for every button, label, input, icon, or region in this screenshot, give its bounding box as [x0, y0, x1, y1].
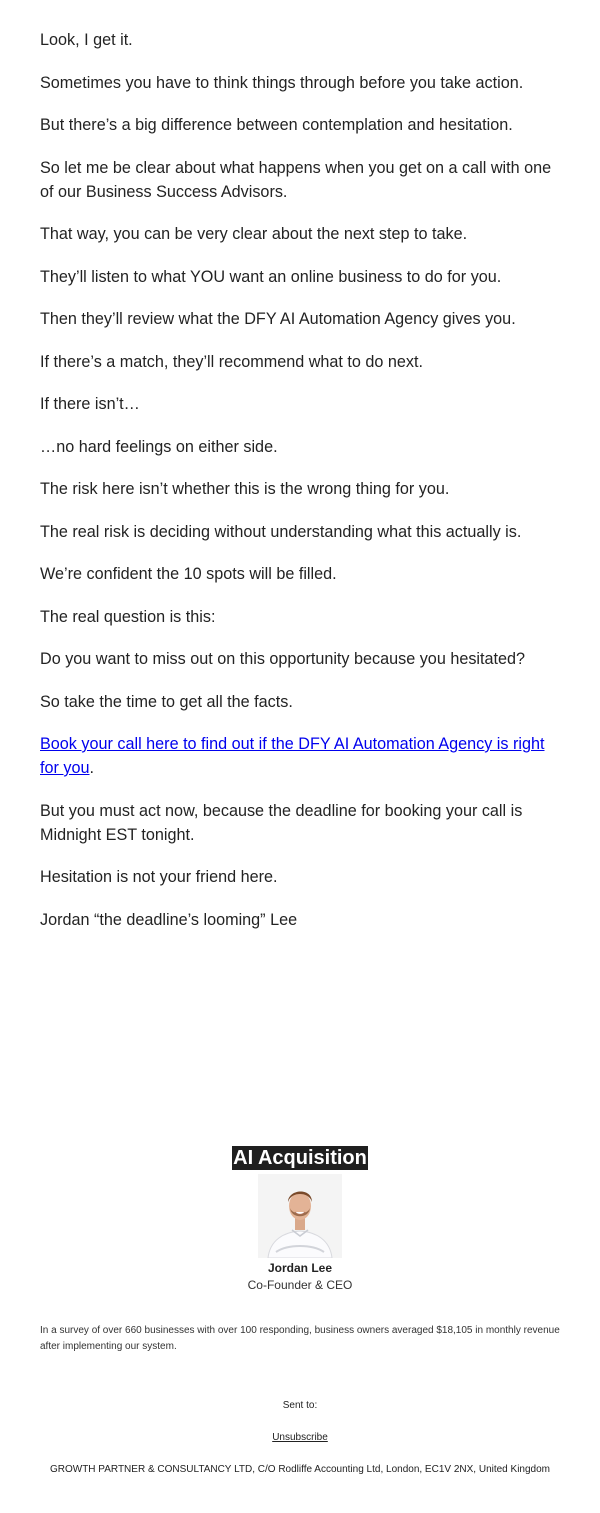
signature-block: [0, 1146, 600, 1294]
paragraph: Do you want to miss out on this opportunity because you hesitated?: [40, 650, 526, 668]
paragraph: But you must act now, because the deadline for booking your call is Midnight EST tonight.: [40, 801, 523, 844]
paragraph: Then they’ll review what the DFY AI Automation Agency gives you.: [40, 310, 516, 328]
paragraph: We’re confident the 10 spots will be filled.: [40, 565, 337, 583]
cta-suffix: .: [89, 759, 94, 777]
unsubscribe-link[interactable]: Unsubscribe: [272, 1432, 328, 1443]
paragraph: …no hard feelings on either side.: [40, 437, 278, 456]
paragraph: Hesitation is not your friend here.: [40, 868, 278, 886]
signature-title: Co-Founder & CEO: [247, 1278, 353, 1292]
paragraph: So let me be clear about what happens when you get on a call with one of our Business Success Advisors.: [40, 158, 552, 201]
paragraph: Sometimes you have to think things through before you take action.: [40, 73, 524, 92]
unsubscribe-row: [0, 1432, 600, 1443]
paragraph: The real question is this:: [40, 607, 216, 626]
cta-paragraph: [40, 732, 560, 780]
paragraph: If there isn’t…: [40, 395, 140, 413]
company-logo: AI Acquisition: [233, 1147, 367, 1169]
email-body: [40, 28, 560, 950]
signature-name: Jordan Lee: [267, 1261, 333, 1275]
disclaimer: In a survey of over 660 businesses with over 100 responding, business owners averaged $18,105 in monthly revenue after implementing our system.: [40, 1325, 560, 1352]
paragraph: That way, you can be very clear about the next step to take.: [40, 225, 468, 243]
paragraph: But there’s a big difference between contemplation and hesitation.: [40, 116, 513, 134]
paragraph: The real risk is deciding without understanding what this actually is.: [40, 522, 522, 541]
sign-off: Jordan “the deadline’s looming” Lee: [40, 910, 298, 929]
paragraph: If there’s a match, they’ll recommend what to do next.: [40, 352, 423, 371]
avatar: [258, 1174, 342, 1258]
company-address: GROWTH PARTNER & CONSULTANCY LTD, C/O Rodliffe Accounting Ltd, London, EC1V 2NX, United Kingdom: [49, 1464, 550, 1475]
paragraph: So take the time to get all the facts.: [40, 692, 293, 711]
paragraph: They’ll listen to what YOU want an online business to do for you.: [40, 267, 502, 286]
paragraph: The risk here isn’t whether this is the wrong thing for you.: [40, 480, 450, 498]
paragraph: Look, I get it.: [40, 31, 133, 49]
sent-to-label: Sent to:: [282, 1400, 318, 1411]
book-call-link[interactable]: Book your call here to find out if the DFY AI Automation Agency is right for you: [40, 735, 545, 777]
